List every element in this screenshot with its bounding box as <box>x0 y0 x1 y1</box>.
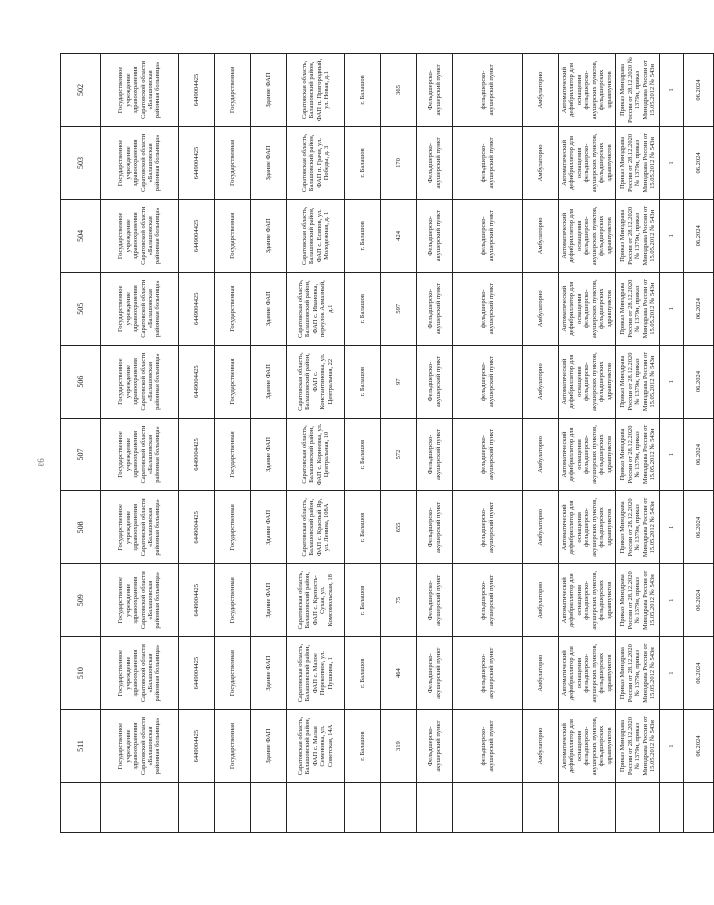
cell-order: Приказ Минздрава России от 28.12.2020 № 1379н, приказ Минздрава России от 15.05.2012 № 543н <box>616 564 660 637</box>
cell-staff: фельдшерско-акушерский пункт <box>453 564 523 637</box>
row-margin-cell <box>287 783 345 833</box>
scan-mark: ℓ6 <box>36 458 46 467</box>
cell-ambulance: Амбулаторно <box>523 272 559 345</box>
cell-date: 06.2024 <box>684 637 714 710</box>
cell-inn: 6449004425 <box>179 491 215 564</box>
cell-qty: 1 <box>660 637 684 710</box>
cell-unit-type: Фельдшерско-акушерский пункт <box>417 637 453 710</box>
cell-ambulance: Амбулаторно <box>523 199 559 272</box>
cell-equipment: Автоматический дефибриллятор для оснащения фельдшерско-акушерских пунктов, фельдшерских здравпунктов <box>559 272 616 345</box>
cell-locality: г. Балашов <box>345 710 381 783</box>
cell-unit-type: Фельдшерско-акушерский пункт <box>417 272 453 345</box>
cell-inn: 6449004425 <box>179 126 215 199</box>
cell-order: Приказ Минздрава России от 28.12.2020 № 1379н, приказ Минздрава России от 15.05.2012 № 543н <box>616 345 660 418</box>
cell-inn: 6449004425 <box>179 637 215 710</box>
cell-date: 06.2024 <box>684 345 714 418</box>
cell-equipment: Автоматический дефибриллятор для оснащения фельдшерско-акушерских пунктов, фельдшерских здравпунктов <box>559 345 616 418</box>
table-row-ownership <box>215 54 251 833</box>
row-margin-cell <box>559 783 616 833</box>
cell-id: 508 <box>61 491 101 564</box>
cell-building: Здание ФАП <box>251 54 287 127</box>
cell-id: 511 <box>61 710 101 783</box>
cell-order: Приказ Минздрава России от 28.12.2020 № 1379н, приказ Минздрава России от 15.05.2012 № 543н <box>616 126 660 199</box>
row-margin-cell <box>417 783 453 833</box>
cell-unit-type: Фельдшерско-акушерский пункт <box>417 345 453 418</box>
cell-owner: Государственное учреждение здравоохранения Саратовской области «Балашовская районная больница» <box>101 564 179 637</box>
cell-ownership: Государственная <box>215 564 251 637</box>
table-row-ambulance <box>523 54 559 833</box>
cell-owner: Государственное учреждение здравоохранения Саратовской области «Балашовская районная больница» <box>101 199 179 272</box>
cell-address: Саратовская область, Балашовский район, ФАП с. Малое Перекопное, ул. Пушкина, 1 <box>287 637 345 710</box>
cell-id: 510 <box>61 637 101 710</box>
cell-inn: 6449004425 <box>179 564 215 637</box>
cell-equipment: Автоматический дефибриллятор для оснащения фельдшерско-акушерских пунктов, фельдшерских здравпунктов <box>559 54 616 127</box>
table-row-date <box>684 54 714 833</box>
cell-date: 06.2024 <box>684 710 714 783</box>
cell-owner: Государственное учреждение здравоохранения Саратовской области «Балашовская районная больница» <box>101 272 179 345</box>
cell-population: 424 <box>381 199 417 272</box>
cell-date: 06.2024 <box>684 126 714 199</box>
cell-address: Саратовская область, Балашовский район, ФАП п. Пригородный, ул. Новая, д.1 <box>287 54 345 127</box>
table-row-address <box>287 54 345 833</box>
cell-owner: Государственное учреждение здравоохранения Саратовской области «Балашовская районная больница» <box>101 54 179 127</box>
cell-ambulance: Амбулаторно <box>523 54 559 127</box>
cell-qty: 1 <box>660 54 684 127</box>
cell-inn: 6449004425 <box>179 710 215 783</box>
cell-ownership: Государственная <box>215 272 251 345</box>
cell-owner: Государственное учреждение здравоохранения Саратовской области «Балашовская районная больница» <box>101 637 179 710</box>
table-row-qty <box>660 54 684 833</box>
cell-equipment: Автоматический дефибриллятор для оснащения фельдшерско-акушерских пунктов, фельдшерских здравпунктов <box>559 710 616 783</box>
cell-ambulance: Амбулаторно <box>523 564 559 637</box>
cell-owner: Государственное учреждение здравоохранения Саратовской области «Балашовская районная больница» <box>101 710 179 783</box>
cell-id: 502 <box>61 54 101 127</box>
row-margin-cell <box>684 783 714 833</box>
cell-locality: г. Балашов <box>345 418 381 491</box>
cell-staff: фельдшерско-акушерский пункт <box>453 418 523 491</box>
cell-order: Приказ Минздрава России от 28.12.2020 № 1379н, приказ Минздрава России от 15.05.2012 № 543н <box>616 54 660 127</box>
cell-equipment: Автоматический дефибриллятор для оснащения фельдшерско-акушерских пунктов, фельдшерских здравпунктов <box>559 418 616 491</box>
row-margin-cell <box>345 783 381 833</box>
cell-owner: Государственное учреждение здравоохранения Саратовской области «Балашовская районная больница» <box>101 491 179 564</box>
cell-unit-type: Фельдшерско-акушерский пункт <box>417 564 453 637</box>
row-margin-cell <box>523 783 559 833</box>
cell-locality: г. Балашов <box>345 126 381 199</box>
row-margin-cell <box>61 783 101 833</box>
cell-order: Приказ Минздрава России от 28.12.2020 № 1379н, приказ Минздрава России от 15.05.2012 № 543н <box>616 199 660 272</box>
cell-building: Здание ФАП <box>251 710 287 783</box>
row-margin-cell <box>101 783 179 833</box>
cell-unit-type: Фельдшерско-акушерский пункт <box>417 710 453 783</box>
cell-equipment: Автоматический дефибриллятор для оснащения фельдшерско-акушерских пунктов, фельдшерских здравпунктов <box>559 199 616 272</box>
row-margin-cell <box>381 783 417 833</box>
cell-ambulance: Амбулаторно <box>523 637 559 710</box>
cell-inn: 6449004425 <box>179 345 215 418</box>
cell-unit-type: Фельдшерско-акушерский пункт <box>417 491 453 564</box>
cell-inn: 6449004425 <box>179 418 215 491</box>
cell-building: Здание ФАП <box>251 637 287 710</box>
cell-qty: 1 <box>660 272 684 345</box>
cell-address: Саратовская область, Балашовский район, ФАП с. Крепость-Сухая, ул. Комсомольская, 18 <box>287 564 345 637</box>
cell-locality: г. Балашов <box>345 272 381 345</box>
row-margin-cell <box>179 783 215 833</box>
table-row-inn <box>179 54 215 833</box>
table-row-population <box>381 54 417 833</box>
cell-order: Приказ Минздрава России от 28.12.2020 № 1379н, приказ Минздрава России от 15.05.2012 № 543н <box>616 418 660 491</box>
cell-building: Здание ФАП <box>251 418 287 491</box>
cell-id: 504 <box>61 199 101 272</box>
cell-ambulance: Амбулаторно <box>523 710 559 783</box>
cell-order: Приказ Минздрава России от 28.12.2020 № 1379н, приказ Минздрава России от 15.05.2012 № 543н <box>616 710 660 783</box>
cell-ownership: Государственная <box>215 418 251 491</box>
cell-qty: 1 <box>660 418 684 491</box>
cell-address: Саратовская область, Балашовский район, ФАП с. Красный Яр, ул. Ленина, 108А <box>287 491 345 564</box>
cell-qty: 1 <box>660 126 684 199</box>
table-row-order <box>616 54 660 833</box>
cell-ownership: Государственная <box>215 345 251 418</box>
cell-staff: фельдшерско-акушерский пункт <box>453 345 523 418</box>
cell-population: 97 <box>381 345 417 418</box>
cell-owner: Государственное учреждение здравоохранения Саратовской области «Балашовская районная больница» <box>101 345 179 418</box>
table-row-unit-type <box>417 54 453 833</box>
cell-address: Саратовская область, Балашовский район, ФАП с. Константиновка, ул. Центральная, 22 <box>287 345 345 418</box>
cell-unit-type: Фельдшерско-акушерский пункт <box>417 126 453 199</box>
cell-id: 509 <box>61 564 101 637</box>
cell-equipment: Автоматический дефибриллятор для оснащения фельдшерско-акушерских пунктов, фельдшерских здравпунктов <box>559 637 616 710</box>
cell-inn: 6449004425 <box>179 54 215 127</box>
table-row-equipment <box>559 54 616 833</box>
cell-equipment: Автоматический дефибриллятор для оснащения фельдшерско-акушерских пунктов, фельдшерских здравпунктов <box>559 491 616 564</box>
cell-date: 06.2024 <box>684 418 714 491</box>
cell-ownership: Государственная <box>215 710 251 783</box>
table-row-staff <box>453 54 523 833</box>
cell-building: Здание ФАП <box>251 199 287 272</box>
cell-order: Приказ Минздрава России от 28.12.2020 № 1379н, приказ Минздрава России от 15.05.2012 № 543н <box>616 637 660 710</box>
cell-id: 505 <box>61 272 101 345</box>
cell-population: 464 <box>381 637 417 710</box>
cell-address: Саратовская область, Балашовский район, ФАП с. Ивановка, переулок Алмазный, д.1 <box>287 272 345 345</box>
cell-address: Саратовская область, Балашовский район, ФАП п. Грачи, ул. Победы, д. 3 <box>287 126 345 199</box>
cell-staff: фельдшерско-акушерский пункт <box>453 199 523 272</box>
cell-staff: фельдшерско-акушерский пункт <box>453 272 523 345</box>
cell-date: 06.2024 <box>684 272 714 345</box>
cell-unit-type: Фельдшерско-акушерский пункт <box>417 199 453 272</box>
equipment-table <box>60 53 714 833</box>
cell-building: Здание ФАП <box>251 491 287 564</box>
cell-qty: 1 <box>660 199 684 272</box>
cell-date: 06.2024 <box>684 54 714 127</box>
cell-ownership: Государственная <box>215 199 251 272</box>
cell-equipment: Автоматический дефибриллятор для оснащения фельдшерско-акушерских пунктов, фельдшерских здравпунктов <box>559 126 616 199</box>
cell-date: 06.2024 <box>684 564 714 637</box>
cell-staff: фельдшерско-акушерский пункт <box>453 710 523 783</box>
cell-id: 503 <box>61 126 101 199</box>
cell-qty: 1 <box>660 345 684 418</box>
cell-building: Здание ФАП <box>251 272 287 345</box>
cell-ambulance: Амбулаторно <box>523 126 559 199</box>
cell-qty: 1 <box>660 491 684 564</box>
cell-population: 655 <box>381 491 417 564</box>
cell-locality: г. Балашов <box>345 491 381 564</box>
cell-unit-type: Фельдшерско-акушерский пункт <box>417 418 453 491</box>
cell-address: Саратовская область, Балашовский район, ФАП с. Малая Семеновка, ул. Советская, 14А <box>287 710 345 783</box>
cell-order: Приказ Минздрава России от 28.12.2020 № 1379н, приказ Минздрава России от 15.05.2012 № 543н <box>616 272 660 345</box>
cell-population: 365 <box>381 54 417 127</box>
table-row-id <box>61 54 101 833</box>
cell-ownership: Государственная <box>215 126 251 199</box>
cell-equipment: Автоматический дефибриллятор для оснащения фельдшерско-акушерских пунктов, фельдшерских здравпунктов <box>559 564 616 637</box>
cell-locality: г. Балашов <box>345 345 381 418</box>
cell-date: 06.2024 <box>684 491 714 564</box>
table-row-owner <box>101 54 179 833</box>
cell-building: Здание ФАП <box>251 345 287 418</box>
row-margin-cell <box>251 783 287 833</box>
cell-address: Саратовская область, Балашовский район, ФАП с. Есипов, ул. Молодежная, д. 1 <box>287 199 345 272</box>
cell-owner: Государственное учреждение здравоохранения Саратовской области «Балашовская районная больница» <box>101 126 179 199</box>
table-row-locality <box>345 54 381 833</box>
cell-population: 319 <box>381 710 417 783</box>
table-row-building <box>251 54 287 833</box>
row-margin-cell <box>660 783 684 833</box>
cell-owner: Государственное учреждение здравоохранения Саратовской области «Балашовская районная больница» <box>101 418 179 491</box>
cell-population: 170 <box>381 126 417 199</box>
cell-unit-type: Фельдшерско-акушерский пункт <box>417 54 453 127</box>
cell-locality: г. Балашов <box>345 199 381 272</box>
cell-ownership: Государственная <box>215 637 251 710</box>
cell-population: 572 <box>381 418 417 491</box>
cell-population: 75 <box>381 564 417 637</box>
cell-order: Приказ Минздрава России от 28.12.2020 № 1379н, приказ Минздрава России от 15.05.2012 № 543н <box>616 491 660 564</box>
cell-ambulance: Амбулаторно <box>523 418 559 491</box>
row-margin-cell <box>453 783 523 833</box>
cell-qty: 1 <box>660 710 684 783</box>
cell-staff: фельдшерско-акушерский пункт <box>453 126 523 199</box>
cell-ownership: Государственная <box>215 491 251 564</box>
cell-ambulance: Амбулаторно <box>523 491 559 564</box>
cell-address: Саратовская область, Балашовский район, ФАП с. Корнеевка, ул. Центральная, 10 <box>287 418 345 491</box>
cell-building: Здание ФАП <box>251 126 287 199</box>
cell-staff: фельдшерско-акушерский пункт <box>453 491 523 564</box>
cell-staff: фельдшерско-акушерский пункт <box>453 637 523 710</box>
cell-id: 507 <box>61 418 101 491</box>
cell-id: 506 <box>61 345 101 418</box>
cell-ambulance: Амбулаторно <box>523 345 559 418</box>
cell-inn: 6449004425 <box>179 199 215 272</box>
cell-qty: 1 <box>660 564 684 637</box>
cell-locality: г. Балашов <box>345 54 381 127</box>
cell-inn: 6449004425 <box>179 272 215 345</box>
cell-building: Здание ФАП <box>251 564 287 637</box>
cell-staff: фельдшерско-акушерский пункт <box>453 54 523 127</box>
row-margin-cell <box>215 783 251 833</box>
cell-population: 597 <box>381 272 417 345</box>
cell-ownership: Государственная <box>215 54 251 127</box>
cell-locality: г. Балашов <box>345 564 381 637</box>
cell-locality: г. Балашов <box>345 637 381 710</box>
row-margin-cell <box>616 783 660 833</box>
cell-date: 06.2024 <box>684 199 714 272</box>
